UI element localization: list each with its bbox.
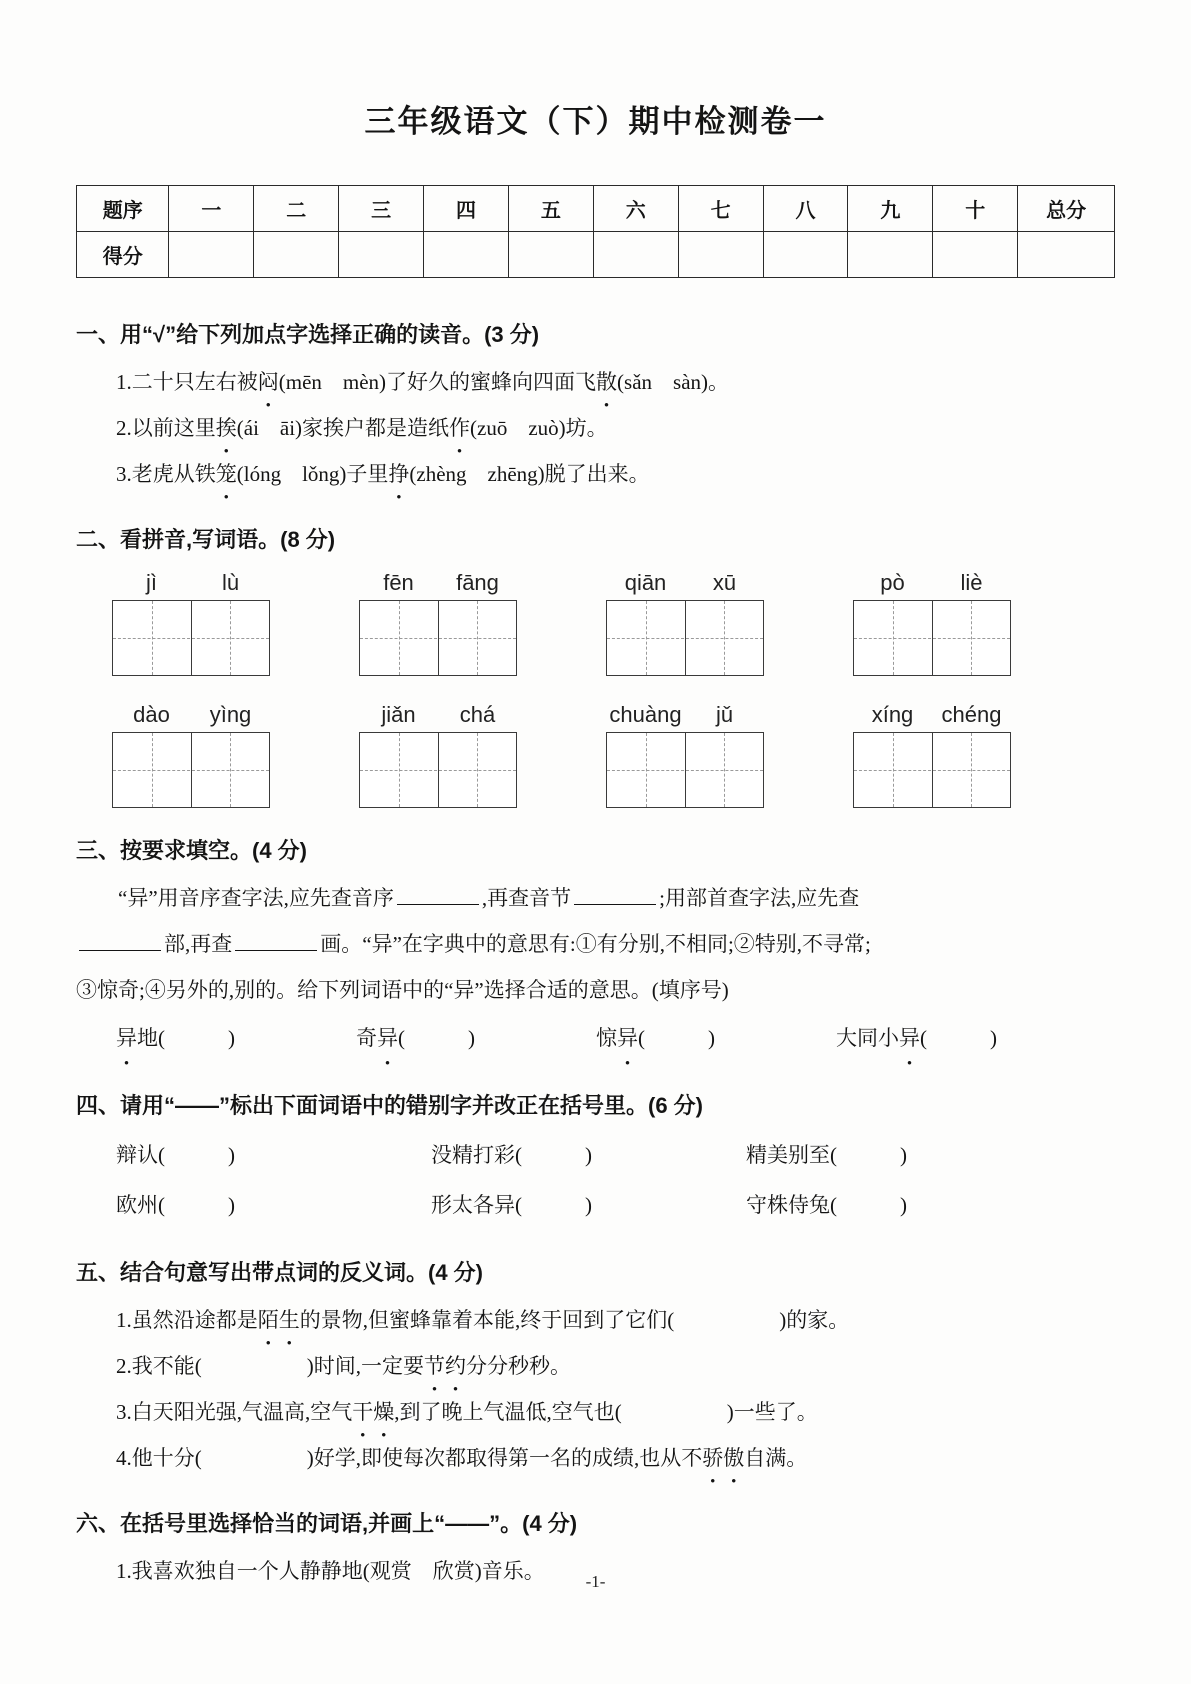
word-item: 没精打彩( ) bbox=[431, 1143, 592, 1167]
score-cell bbox=[848, 232, 933, 278]
writing-box bbox=[112, 600, 270, 676]
word-item: 形太各异( ) bbox=[431, 1193, 592, 1217]
writing-box bbox=[853, 732, 1011, 808]
pinyin-syllable: pò bbox=[880, 570, 905, 595]
writing-cell bbox=[685, 733, 764, 807]
pinyin-word-group bbox=[606, 570, 764, 676]
writing-box bbox=[359, 732, 517, 808]
score-cell bbox=[933, 232, 1018, 278]
writing-box bbox=[853, 600, 1011, 676]
section3-para-line-3: ③惊奇;④另外的,别的。给下列词语中的“异”选择合适的意思。(填序号) bbox=[76, 978, 729, 1002]
writing-cell bbox=[438, 733, 517, 807]
pinyin-word-group bbox=[853, 570, 1011, 676]
col-header-3: 三 bbox=[339, 186, 424, 232]
score-cell bbox=[508, 232, 593, 278]
pinyin-syllable: qiān bbox=[624, 570, 667, 595]
col-header-10: 十 bbox=[933, 186, 1018, 232]
score-table-header-row bbox=[77, 186, 1115, 232]
score-cell bbox=[1018, 232, 1115, 278]
writing-cell bbox=[854, 601, 932, 675]
section5-item-2: 2.我不能( )时间,一定要节约分分秒秒。 bbox=[116, 1354, 571, 1378]
pinyin-word-group bbox=[359, 702, 517, 808]
writing-cell bbox=[438, 601, 517, 675]
pinyin-syllable: dào bbox=[133, 702, 170, 727]
pinyin-syllable: jǔ bbox=[715, 702, 734, 727]
writing-cell bbox=[932, 601, 1011, 675]
section3-para-line-1: “异”用音序查字法,应先查音序 ,再查音节 ;用部首查字法,应先查 bbox=[76, 875, 1115, 921]
col-header-1: 一 bbox=[169, 186, 254, 232]
col-header-9: 九 bbox=[848, 186, 933, 232]
pinyin-syllable: chuàng bbox=[609, 702, 682, 727]
pinyin-word-group bbox=[112, 702, 270, 808]
writing-box bbox=[606, 600, 764, 676]
col-header-5: 五 bbox=[508, 186, 593, 232]
pinyin-syllable: xíng bbox=[871, 702, 914, 727]
section3-para-line-2: 部,再查 画。“异”在字典中的意思有:①有分别,不相同;②特别,不寻常; bbox=[76, 921, 1115, 967]
pinyin-word-group bbox=[853, 702, 1011, 808]
score-cell bbox=[424, 232, 509, 278]
section3-word-row bbox=[76, 1013, 1115, 1063]
pinyin-syllable: lù bbox=[221, 570, 240, 595]
pinyin-syllable: xū bbox=[712, 570, 737, 595]
pinyin-word-group bbox=[606, 702, 764, 808]
pinyin-syllable: jiǎn bbox=[381, 702, 416, 727]
page-title: 三年级语文（下）期中检测卷一 bbox=[364, 104, 827, 139]
writing-box bbox=[606, 732, 764, 808]
section5-heading: 五、结合句意写出带点词的反义词。(4 分) bbox=[76, 1260, 484, 1285]
writing-cell bbox=[685, 601, 764, 675]
score-cell bbox=[254, 232, 339, 278]
writing-box bbox=[359, 600, 517, 676]
pinyin-syllable: chéng bbox=[941, 702, 1002, 727]
word-item: 欧州( ) bbox=[116, 1193, 235, 1217]
pinyin-syllable: liè bbox=[960, 570, 983, 595]
section2-heading: 二、看拼音,写词语。(8 分) bbox=[76, 527, 336, 552]
question-order-label: 题序 bbox=[77, 186, 169, 232]
section3-heading: 三、按要求填空。(4 分) bbox=[76, 838, 308, 863]
col-header-total: 总分 bbox=[1018, 186, 1115, 232]
pinyin-row-1 bbox=[112, 570, 1011, 676]
writing-cell bbox=[191, 601, 270, 675]
pinyin-syllable: jì bbox=[146, 570, 157, 595]
writing-cell bbox=[932, 733, 1011, 807]
word-item: 惊异( ) bbox=[596, 1026, 715, 1050]
col-header-8: 八 bbox=[763, 186, 848, 232]
section6-heading: 六、在括号里选择恰当的词语,并画上“——”。(4 分) bbox=[76, 1511, 578, 1536]
writing-cell bbox=[113, 733, 191, 807]
writing-cell bbox=[360, 601, 438, 675]
score-table bbox=[76, 185, 1115, 278]
word-item: 大同小异( ) bbox=[836, 1026, 997, 1050]
writing-cell bbox=[360, 733, 438, 807]
score-table-score-row bbox=[77, 232, 1115, 278]
col-header-7: 七 bbox=[678, 186, 763, 232]
section1-item-3: 3.老虎从铁笼(lóng lǒng)子里挣(zhèng zhēng)脱了出来。 bbox=[116, 462, 650, 486]
writing-cell bbox=[854, 733, 932, 807]
section5-item-4: 4.他十分( )好学,即使每次都取得第一名的成绩,也从不骄傲自满。 bbox=[116, 1446, 808, 1470]
writing-box bbox=[112, 732, 270, 808]
score-cell bbox=[339, 232, 424, 278]
section4-heading: 四、请用“——”标出下面词语中的错别字并改正在括号里。(6 分) bbox=[76, 1093, 704, 1118]
section6-item-1: 1.我喜欢独自一个人静静地(观赏 欣赏)音乐。 bbox=[116, 1559, 545, 1583]
pinyin-syllable: yìng bbox=[209, 702, 252, 727]
score-cell bbox=[169, 232, 254, 278]
col-header-6: 六 bbox=[593, 186, 678, 232]
score-cell bbox=[763, 232, 848, 278]
writing-cell bbox=[113, 601, 191, 675]
section1-item-1: 1.二十只左右被闷(mēn mèn)了好久的蜜蜂向四面飞散(sǎn sàn)。 bbox=[116, 370, 730, 394]
word-item: 奇异( ) bbox=[356, 1026, 475, 1050]
score-cell bbox=[678, 232, 763, 278]
word-item: 精美别至( ) bbox=[746, 1143, 907, 1167]
writing-cell bbox=[191, 733, 270, 807]
pinyin-syllable: fēn bbox=[383, 570, 414, 595]
col-header-4: 四 bbox=[424, 186, 509, 232]
writing-cell bbox=[607, 601, 685, 675]
page-number: -1- bbox=[585, 1572, 606, 1591]
pinyin-syllable: fāng bbox=[456, 570, 499, 595]
section5-item-1: 1.虽然沿途都是陌生的景物,但蜜蜂靠着本能,终于回到了它们( )的家。 bbox=[116, 1308, 850, 1332]
word-item: 守株侍兔( ) bbox=[746, 1193, 907, 1217]
section1-item-2: 2.以前这里挨(ái āi)家挨户都是造纸作(zuō zuò)坊。 bbox=[116, 416, 608, 440]
word-item: 辩认( ) bbox=[116, 1143, 235, 1167]
section1-heading: 一、用“√”给下列加点字选择正确的读音。(3 分) bbox=[76, 322, 540, 347]
score-label: 得分 bbox=[77, 232, 169, 278]
pinyin-syllable: chá bbox=[459, 702, 496, 727]
pinyin-writing-area bbox=[76, 564, 1115, 808]
section4-row-1 bbox=[76, 1130, 1115, 1180]
section5-item-3: 3.白天阳光强,气温高,空气干燥,到了晚上气温低,空气也( )一些了。 bbox=[116, 1400, 818, 1424]
pinyin-word-group bbox=[359, 570, 517, 676]
pinyin-row-2 bbox=[112, 702, 1011, 808]
section4-row-2 bbox=[76, 1180, 1115, 1230]
pinyin-word-group bbox=[112, 570, 270, 676]
writing-cell bbox=[607, 733, 685, 807]
score-cell bbox=[593, 232, 678, 278]
col-header-2: 二 bbox=[254, 186, 339, 232]
word-item: 异地( ) bbox=[116, 1026, 235, 1050]
